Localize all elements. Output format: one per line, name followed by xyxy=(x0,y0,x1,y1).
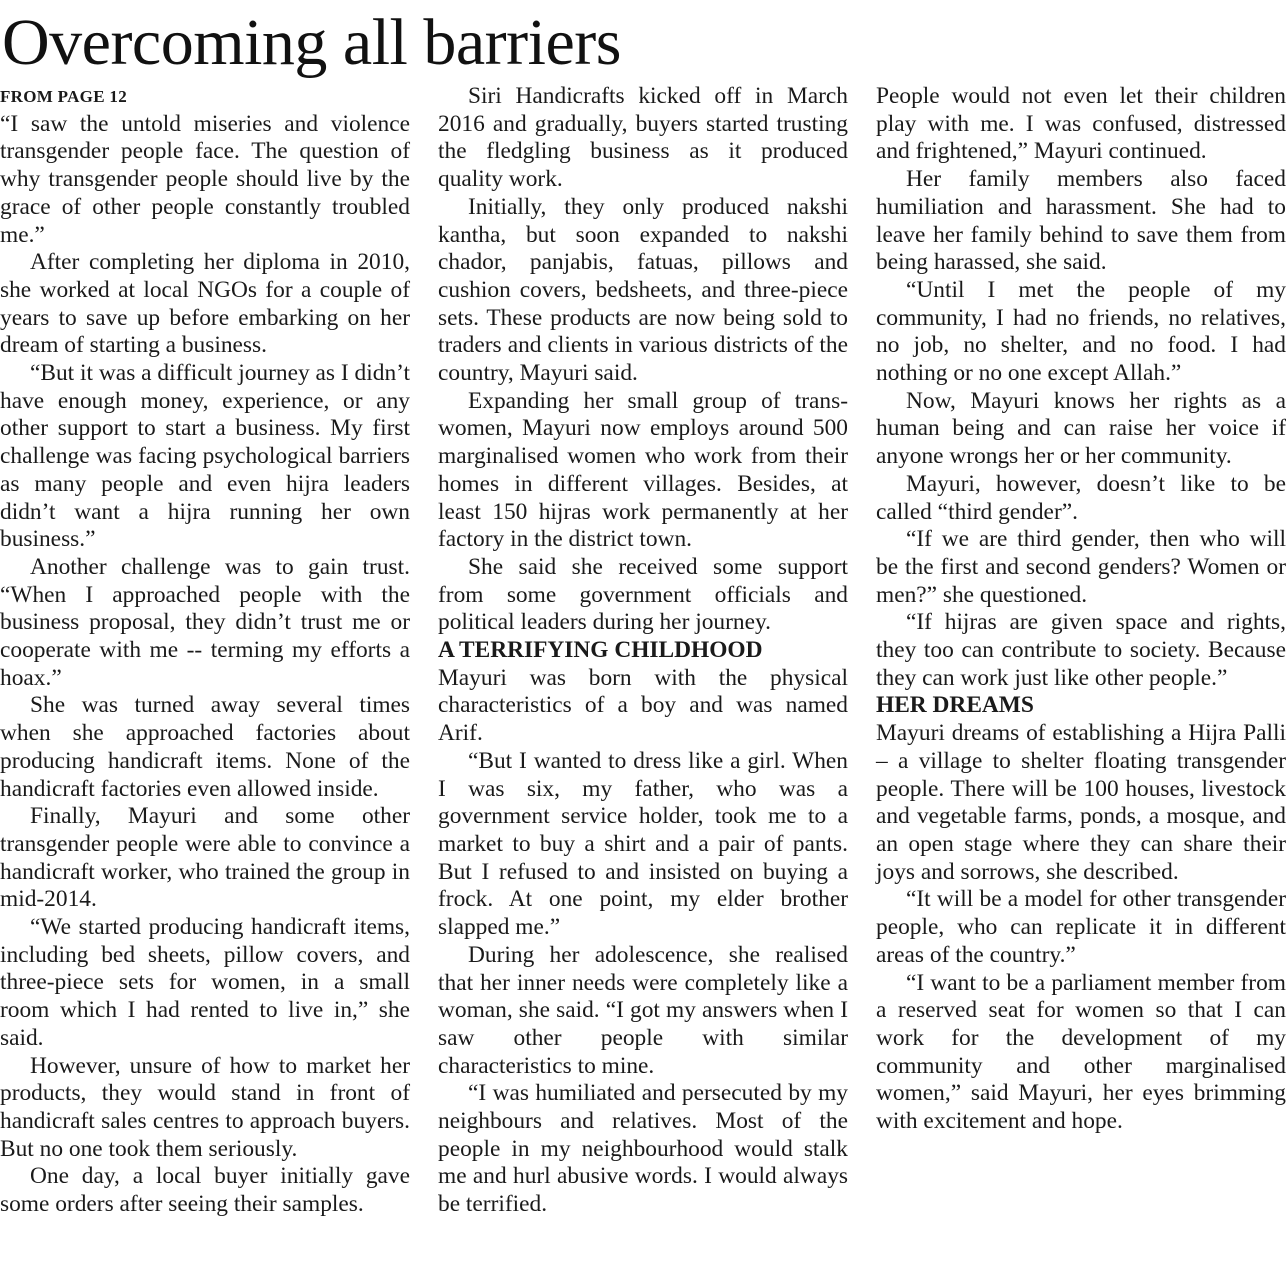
article-column-2 xyxy=(438,83,848,1219)
paragraph: “We started producing handicraft items, including bed sheets, pillow covers, and three-piece sets for women, in a small room which I had rented to live in,” she said. xyxy=(0,914,410,1051)
paragraph: Mayuri was born with the physical characteristics of a boy and was named Arif. xyxy=(438,664,848,747)
paragraph: One day, a local buyer initially gave some orders after seeing their samples. xyxy=(0,1163,410,1218)
paragraph: “I was humiliated and persecuted by my neighbours and relatives. Most of the people in my neighbourhood would stalk me and hurl abusive words. I would always be terrified. xyxy=(438,1080,848,1218)
paragraph: Another challenge was to gain trust. “When I approached people with the business proposal, they didn’t trust me or cooperate with me -- terming my efforts a hoax.” xyxy=(0,553,410,691)
section-subhead: HER DREAMS xyxy=(876,692,1034,719)
continued-from-kicker: FROM PAGE 12 xyxy=(0,87,127,106)
paragraph: “If we are third gender, then who will be the first and second genders? Women or men?” she questioned. xyxy=(876,526,1286,608)
paragraph: After completing her diploma in 2010, she worked at local NGOs for a couple of years to save up before embarking on her dream of starting a business. xyxy=(0,249,410,359)
paragraph: Mayuri dreams of establishing a Hijra Palli – a village to shelter floating transgender people. There will be 100 houses, livestock and vegetable farms, ponds, a mosque, and an open stage where they can share their joys and sorrows, she described. xyxy=(876,720,1286,885)
paragraph: “If hijras are given space and rights, they too can contribute to society. Because they can work just like other people.” xyxy=(876,609,1286,691)
paragraph: People would not even let their children play with me. I was confused, distressed and frightened,” Mayuri continued. xyxy=(876,83,1286,165)
paragraph: “But it was a difficult journey as I didn’t have enough money, experience, or any other support to start a business. My first challenge was facing psychological barriers as many people and even hijra leaders didn’t want a hijra running her own business.” xyxy=(0,360,410,553)
paragraph: However, unsure of how to market her products, they would stand in front of handicraft sales centres to approach buyers. But no one took them seriously. xyxy=(0,1052,410,1162)
article-column-3 xyxy=(876,83,1286,1136)
headline: Overcoming all barriers xyxy=(2,6,621,79)
paragraph: Initially, they only produced nakshi kantha, but soon expanded to nakshi chador, panjabis, fatuas, pillows and cushion covers, bedsheets, and three-piece sets. These products are now being sold to traders and clients in various districts of the country, Mayuri said. xyxy=(438,193,848,387)
paragraph: She said she received some support from some government officials and political leaders during her journey. xyxy=(438,553,848,636)
paragraph: Siri Handicrafts kicked off in March 2016 and gradually, buyers started trusting the fledgling business as it produced quality work. xyxy=(438,83,848,193)
paragraph: During her adolescence, she realised that her inner needs were completely like a woman, she said. “I got my answers when I saw other people with similar characteristics to mine. xyxy=(438,941,848,1079)
article-column-1 xyxy=(0,83,410,1219)
paragraph: “But I wanted to dress like a girl. When I was six, my father, who was a government service holder, took me to a market to buy a shirt and a pair of pants. But I refused to and insisted on buying a frock. At one point, my elder brother slapped me.” xyxy=(438,747,848,941)
paragraph: “I want to be a parliament member from a reserved seat for women so that I can work for the development of my community and other marginalised women,” said Mayuri, her eyes brimming with excitement and hope. xyxy=(876,969,1286,1135)
paragraph: Expanding her small group of trans-women, Mayuri now employs around 500 marginalised women who work from their homes in different villages. Besides, at least 150 hijras work permanently at her factory in the district town. xyxy=(438,387,848,553)
paragraph: She was turned away several times when she approached factories about producing handicraft items. None of the handicraft factories even allowed inside. xyxy=(0,692,410,802)
paragraph: “Until I met the people of my community, I had no friends, no relatives, no job, no shelter, and no food. I had nothing or no one except Allah.” xyxy=(876,276,1286,387)
paragraph: “It will be a model for other transgender people, who can replicate it in different areas of the country.” xyxy=(876,886,1286,968)
paragraph: Now, Mayuri knows her rights as a human being and can raise her voice if anyone wrongs her or her community. xyxy=(876,387,1286,470)
paragraph: Mayuri, however, doesn’t like to be called “third gender”. xyxy=(876,470,1286,525)
paragraph: Finally, Mayuri and some other transgender people were able to convince a handicraft worker, who trained the group in mid-2014. xyxy=(0,803,410,913)
section-subhead: A TERRIFYING CHILDHOOD xyxy=(438,637,763,664)
paragraph: Her family members also faced humiliation and harassment. She had to leave her family behind to save them from being harassed, she said. xyxy=(876,166,1286,276)
paragraph: “I saw the untold miseries and violence transgender people face. The question of why transgender people should live by the grace of other people constantly troubled me.” xyxy=(0,110,410,248)
